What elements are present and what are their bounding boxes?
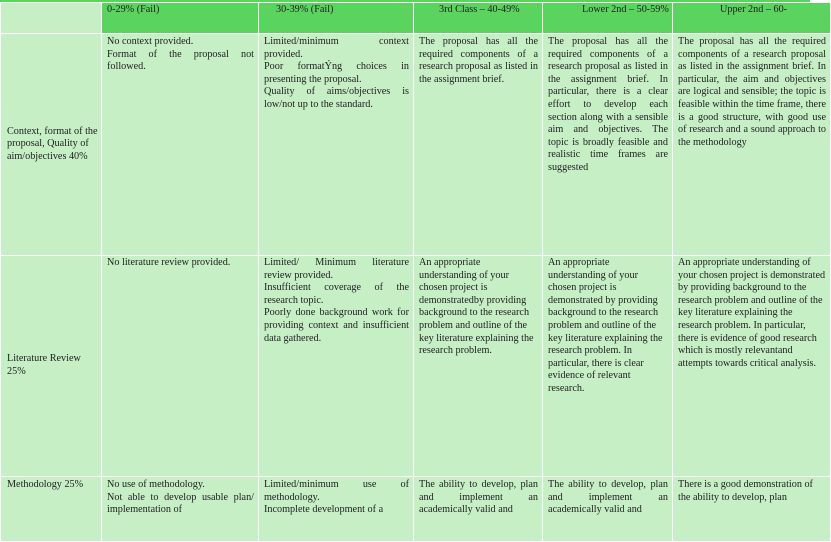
rubric-row-context (1, 34, 831, 256)
cell-literature-3rd-class: An appropriate understanding of your chosen project is demonstratedby providing background to the research problem and outline of the key literature explaining the research problem. (414, 256, 543, 477)
cell-context-upper-2nd: The proposal has all the required components of a research proposal as listed in the assignment brief. In particular, the aim and objectives are logical and sensible; the topic is feasible within the time frame, there is a good structure, with good use of research and a sound approach to the methodology (673, 34, 831, 256)
grade-header-row (1, 3, 831, 34)
cell-context-lower-2nd: The proposal has all the required components of a research proposal as listed in the assignment brief. In particular, there is a clear effort to develop each section along with a sensible aim and objectives. The topic is broadly feasible and realistic time frames are suggested (543, 34, 673, 256)
rubric-row-methodology (1, 477, 831, 542)
header-grade-fail-0-29: 0-29% (Fail) (102, 3, 259, 34)
row-label-literature-review: Literature Review 25% (1, 256, 102, 477)
header-grade-fail-30-39: 30-39% (Fail) (259, 3, 414, 34)
cell-methodology-30-39: Limited/minimum use of methodology. Incomplete development of a (259, 477, 414, 542)
cell-literature-lower-2nd: An appropriate understanding of your chosen project is demonstrated by providing background to the research problem and outline of the key literature explaining the research problem. In particular, there is clear evidence of relevant research. (543, 256, 673, 477)
header-grade-lower-2nd: Lower 2nd – 50-59% (543, 3, 673, 34)
cell-context-3rd-class: The proposal has all the required components of a research proposal as listed in the assignment brief. (414, 34, 543, 256)
row-label-context: Context, format of the proposal, Quality of aim/objectives 40% (1, 34, 102, 256)
cell-literature-0-29: No literature review provided. (102, 256, 259, 477)
cell-literature-upper-2nd: An appropriate understanding of your chosen project is demonstrated by providing background to the research problem and outline of the key literature explaining the research problem. In particular, there is evidence of good research which is mostly relevantand attempts towards critical analysis. (673, 256, 831, 477)
cell-methodology-0-29: No use of methodology. Not able to develop usable plan/ implementation of (102, 477, 259, 542)
marking-rubric-table (0, 2, 831, 542)
rubric-row-literature-review (1, 256, 831, 477)
cell-context-30-39: Limited/minimum context provided. Poor formatÝng choices in presenting the proposal. Quality of aims/objectives is low/not up to the standard. (259, 34, 414, 256)
cell-context-0-29: No context provided. Format of the proposal not followed. (102, 34, 259, 256)
header-grade-upper-2nd: Upper 2nd – 60- (673, 3, 831, 34)
cell-methodology-upper-2nd: There is a good demonstration of the ability to develop, plan (673, 477, 831, 542)
header-corner-cell (1, 3, 102, 34)
cell-methodology-lower-2nd: The ability to develop, plan and implement an academically valid and (543, 477, 673, 542)
row-label-methodology: Methodology 25% (1, 477, 102, 542)
cell-literature-30-39: Limited/ Minimum literature review provided. Insufficient coverage of the research topic. Poorly done background work for providing context and insufficient data gathered. (259, 256, 414, 477)
cell-methodology-3rd-class: The ability to develop, plan and implement an academically valid and (414, 477, 543, 542)
header-grade-3rd-class: 3rd Class – 40-49% (414, 3, 543, 34)
